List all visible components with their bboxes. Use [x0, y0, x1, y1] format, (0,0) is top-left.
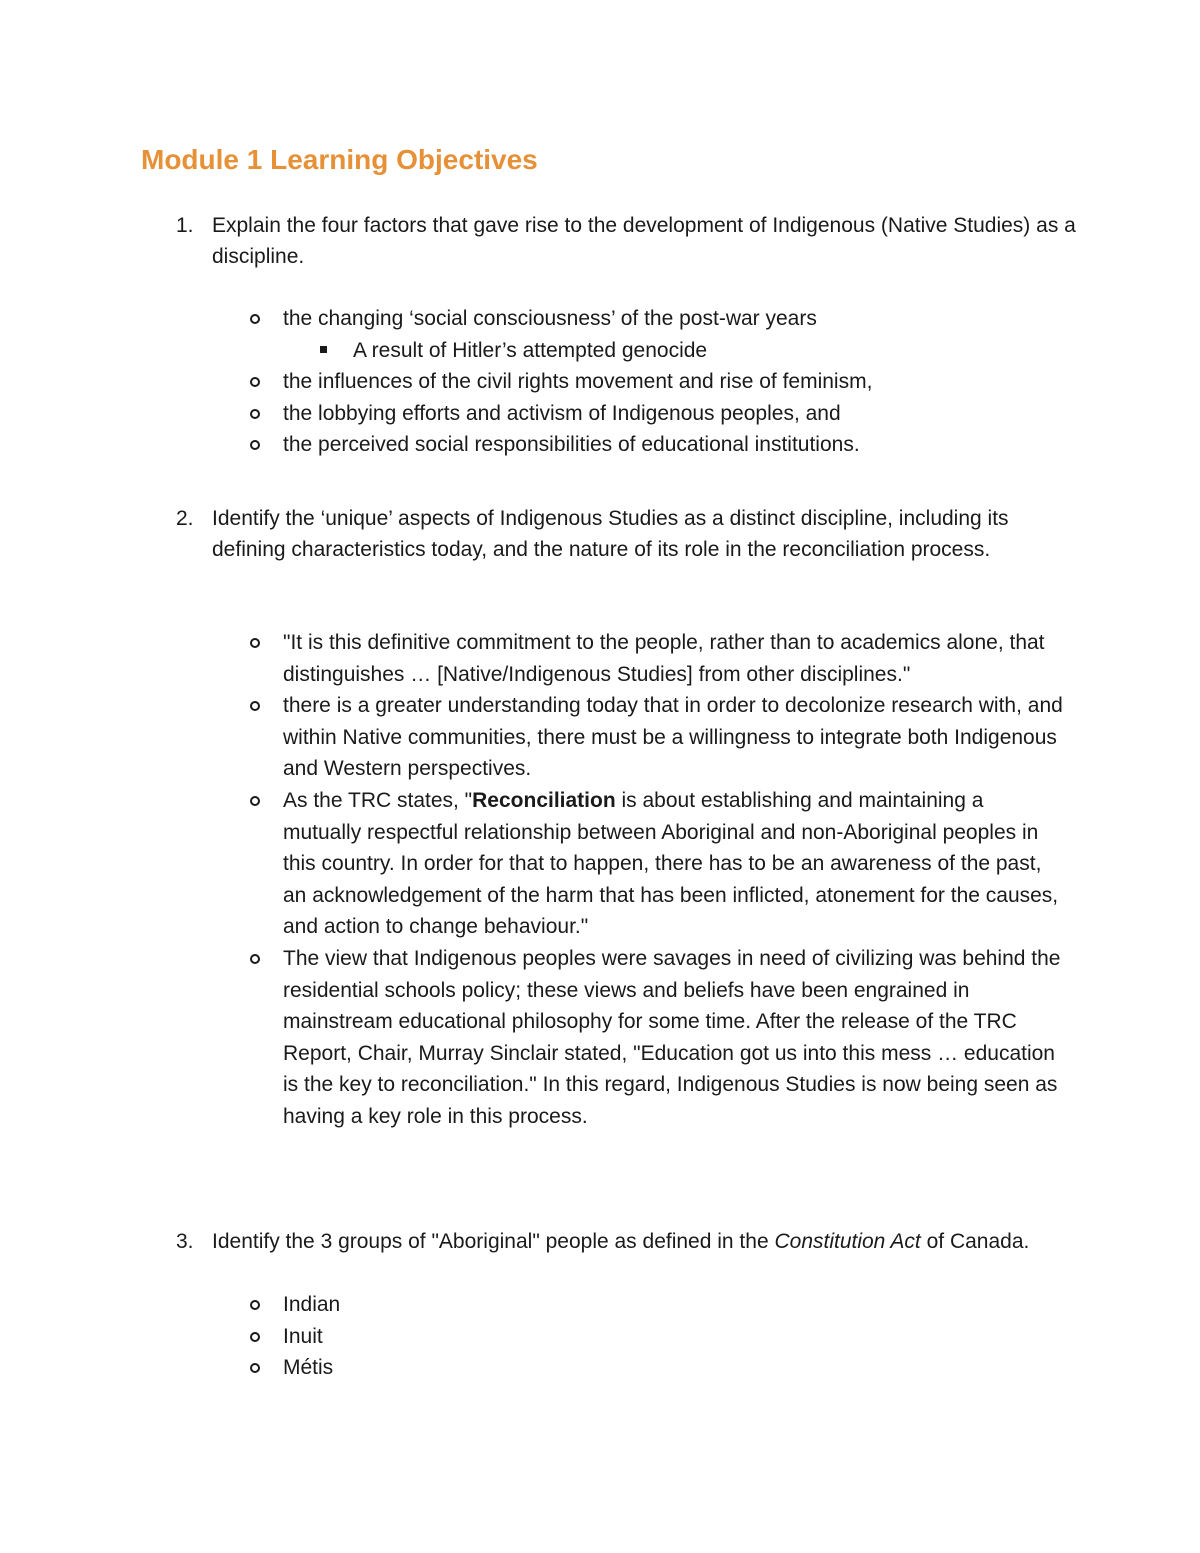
- list-item: The view that Indigenous peoples were savages in need of civilizing was behind the residential schools policy; these views and beliefs have been engrained in mainstream educational philosophy for some time. After the release of the TRC Report, Chair, Murray Sinclair stated, "Education got us into this mess … education is the key to reconciliation." In this regard, Indigenous Studies is now being seen as having a key role in this process.: [247, 943, 1067, 1133]
- constitution-act-title: Constitution Act: [774, 1230, 921, 1253]
- list-item: Indian: [247, 1289, 1067, 1321]
- circle-bullet-icon: [250, 701, 260, 711]
- sub-sub-list: [283, 335, 1067, 367]
- list-item: there is a greater understanding today that in order to decolonize research with, and within Native communities, there must be a willingness to integrate both Indigenous and Western perspectives.: [247, 690, 1067, 785]
- objective-2-points: [247, 627, 1067, 1133]
- objective-number: 1.: [176, 214, 194, 237]
- circle-bullet-icon: [250, 1332, 260, 1342]
- list-item: A result of Hitler’s attempted genocide: [317, 335, 1067, 367]
- circle-bullet-icon: [250, 638, 260, 648]
- square-bullet-icon: [320, 346, 327, 353]
- objective-1-points: [247, 303, 1067, 461]
- circle-bullet-icon: [250, 1300, 260, 1310]
- circle-bullet-icon: [250, 1363, 260, 1373]
- objective-text: Identify the 3 groups of "Aboriginal" people as defined in the Constitution Act of Canada.: [212, 1230, 1030, 1253]
- list-item: the lobbying efforts and activism of Indigenous peoples, and: [247, 398, 1067, 430]
- circle-bullet-icon: [250, 796, 260, 806]
- list-item: Inuit: [247, 1321, 1067, 1353]
- objective-text: Identify the ‘unique’ aspects of Indigenous Studies as a distinct discipline, including its defining characteristics today, and the nature of its role in the reconciliation process.: [212, 507, 1009, 561]
- objective-text: Explain the four factors that gave rise to the development of Indigenous (Native Studies) as a discipline.: [212, 214, 1076, 268]
- objective-number: 2.: [176, 507, 194, 530]
- circle-bullet-icon: [250, 954, 260, 964]
- circle-bullet-icon: [250, 314, 260, 324]
- list-item: the perceived social responsibilities of educational institutions.: [247, 429, 1067, 461]
- circle-bullet-icon: [250, 409, 260, 419]
- reconciliation-term: Reconciliation: [472, 788, 616, 812]
- objective-3: [176, 1226, 1076, 1257]
- circle-bullet-icon: [250, 440, 260, 450]
- objective-1: [176, 210, 1076, 272]
- objective-3-points: [247, 1289, 1067, 1384]
- list-item: the influences of the civil rights movement and rise of feminism,: [247, 366, 1067, 398]
- page-title: Module 1 Learning Objectives: [141, 144, 538, 175]
- list-item: As the TRC states, "Reconciliation is about establishing and maintaining a mutually respectful relationship between Aboriginal and non-Aboriginal peoples in this country. In order for that to happen, there has to be an awareness of the past, an acknowledgement of the harm that has been inflicted, atonement for the causes, and action to change behaviour.": [247, 785, 1067, 943]
- circle-bullet-icon: [250, 377, 260, 387]
- list-item: the changing ‘social consciousness’ of the post-war years A result of Hitler’s attempted genocide: [247, 303, 1067, 366]
- objective-2: [176, 503, 1076, 565]
- list-item: Métis: [247, 1352, 1067, 1384]
- objective-number: 3.: [176, 1230, 194, 1253]
- list-item: "It is this definitive commitment to the people, rather than to academics alone, that distinguishes … [Native/Indigenous Studies] from other disciplines.": [247, 627, 1067, 690]
